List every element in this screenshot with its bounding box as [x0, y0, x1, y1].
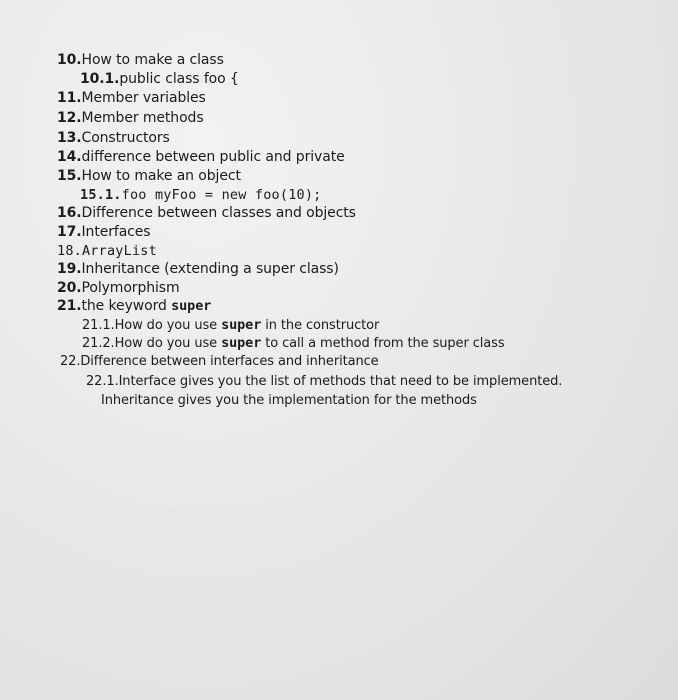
- item-number: 14.: [57, 149, 82, 165]
- item-text: Member variables: [81, 90, 206, 106]
- item-text: Difference between classes and objects: [81, 205, 356, 221]
- item-number: 21.1.: [82, 318, 115, 333]
- item-text: public class foo {: [119, 71, 239, 87]
- list-item-17: [57, 223, 151, 241]
- item-text: the keyword: [81, 298, 172, 314]
- item-text: How do you use: [114, 336, 222, 351]
- item-text: difference between public and private: [81, 149, 345, 165]
- list-item-21-2: [82, 334, 505, 353]
- item-number: 11.: [57, 90, 82, 106]
- item-text: How do you use: [114, 318, 222, 333]
- list-item-14: [57, 148, 345, 166]
- item-text: Difference between interfaces and inheritance: [80, 354, 379, 369]
- list-item-21-1: [82, 316, 379, 335]
- item-number: 22.: [60, 354, 81, 369]
- item-number: 10.1.: [80, 71, 120, 87]
- list-item-13: [57, 129, 170, 147]
- item-number: 21.2.: [82, 336, 115, 351]
- item-text: How to make a class: [81, 52, 224, 68]
- list-item-20: [57, 279, 180, 297]
- code-snippet: ArrayList: [81, 243, 157, 259]
- item-text: Constructors: [81, 130, 170, 146]
- keyword-super: super: [171, 298, 212, 314]
- item-number: 22.1.: [86, 374, 119, 389]
- item-number: 13.: [57, 130, 82, 146]
- item-number: 16.: [57, 205, 82, 221]
- list-item-19: [57, 260, 339, 278]
- item-text: Polymorphism: [81, 280, 180, 296]
- keyword-super: super: [221, 335, 262, 351]
- item-number: 17.: [57, 224, 82, 240]
- item-number: 15.: [57, 168, 82, 184]
- list-item-15: [57, 167, 241, 185]
- item-number: 10.: [57, 52, 82, 68]
- list-item-21: [57, 297, 211, 315]
- list-item-10: [57, 51, 224, 69]
- item-text: Interface gives you the list of methods that need to be implemented.: [118, 374, 563, 389]
- list-item-15-1: [80, 186, 322, 204]
- item-number: 19.: [57, 261, 82, 277]
- list-item-18: [57, 242, 157, 260]
- list-item-12: [57, 109, 204, 127]
- item-text: Interfaces: [81, 224, 151, 240]
- list-item-16: [57, 204, 356, 222]
- item-text: Member methods: [81, 110, 204, 126]
- keyword-super: super: [221, 317, 262, 333]
- list-item-22-1-continued: [101, 392, 477, 410]
- item-number: 21.: [57, 298, 82, 314]
- item-number: 18.: [57, 243, 82, 259]
- item-text: How to make an object: [81, 168, 241, 184]
- list-item-22: [60, 353, 379, 371]
- list-item-22-1: [86, 373, 562, 391]
- item-number: 15.1.: [80, 187, 122, 203]
- item-text-tail: in the constructor: [261, 318, 380, 333]
- list-item-10-1: [80, 70, 239, 88]
- item-text: Inheritance gives you the implementation for the methods: [101, 393, 477, 408]
- item-number: 20.: [57, 280, 82, 296]
- list-item-11: [57, 89, 206, 107]
- item-number: 12.: [57, 110, 82, 126]
- item-text: Inheritance (extending a super class): [81, 261, 339, 277]
- item-text-tail: to call a method from the super class: [261, 336, 505, 351]
- code-snippet: foo myFoo = new foo(10);: [121, 187, 322, 203]
